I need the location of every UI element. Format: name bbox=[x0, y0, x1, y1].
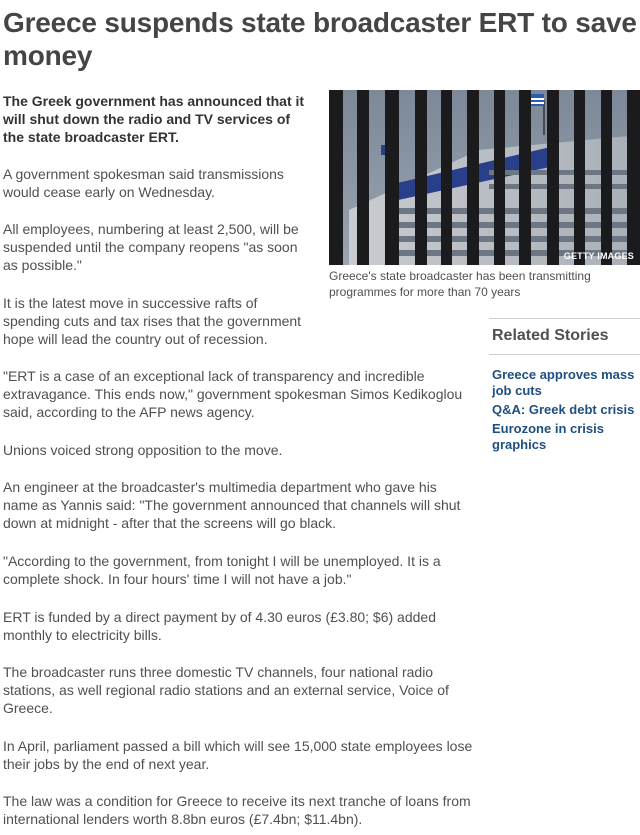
article-paragraph: "According to the government, from tonight I will be unemployed. It is a complete shock. In four hours' time I will not have a job." bbox=[3, 553, 441, 587]
article-headline: Greece suspends state broadcaster ERT to save money bbox=[3, 7, 637, 71]
article-paragraph: The broadcaster runs three domestic TV channels, four national radio stations, as well regional radio stations and an external service, Voice of Greece. bbox=[3, 664, 449, 716]
article-paragraph: Unions voiced strong opposition to the move. bbox=[3, 442, 283, 458]
related-story-link[interactable]: Q&A: Greek debt crisis bbox=[492, 402, 635, 417]
article-photo bbox=[329, 90, 640, 265]
photo-caption: Greece's state broadcaster has been transmitting programmes for more than 70 years bbox=[329, 269, 591, 299]
article-paragraph: In April, parliament passed a bill which will see 15,000 state employees lose their jobs by the end of next year. bbox=[3, 738, 473, 772]
article-paragraph: All employees, numbering at least 2,500, will be suspended until the company reopens "as soon as possible." bbox=[3, 221, 299, 273]
article-paragraph: It is the latest move in successive rafts of spending cuts and tax rises that the government hope will lead the country out of recession. bbox=[3, 295, 302, 347]
related-story-link[interactable]: Greece approves mass job cuts bbox=[492, 367, 635, 398]
broadcaster-building-image bbox=[329, 90, 640, 265]
related-stories-title: Related Stories bbox=[489, 318, 640, 355]
photo-credit: GETTY IMAGES bbox=[563, 251, 634, 261]
related-story-link[interactable]: Eurozone in crisis graphics bbox=[492, 421, 604, 452]
related-stories-list bbox=[489, 355, 640, 453]
related-stories-box bbox=[489, 318, 640, 456]
article-paragraph: The law was a condition for Greece to receive its next tranche of loans from international lenders worth 8.8bn euros (£7.4bn; $11.4bn). bbox=[3, 793, 471, 827]
article-intro: The Greek government has announced that it will shut down the radio and TV services of the state broadcaster ERT. bbox=[3, 93, 305, 145]
article-paragraph: ERT is funded by a direct payment by of 4.30 euros (£3.80; $6) added monthly to electricity bills. bbox=[3, 609, 436, 643]
article-paragraph: "ERT is a case of an exceptional lack of transparency and incredible extravagance. This ends now," government spokesman Simos Kedikoglou said, according to the AFP news agency. bbox=[3, 368, 463, 420]
article-paragraph: An engineer at the broadcaster's multimedia department who gave his name as Yannis said: "The government announced that channels will shut down at midnight - after that the screens will go black. bbox=[3, 479, 461, 531]
article-paragraph: A government spokesman said transmissions would cease early on Wednesday. bbox=[3, 166, 284, 200]
